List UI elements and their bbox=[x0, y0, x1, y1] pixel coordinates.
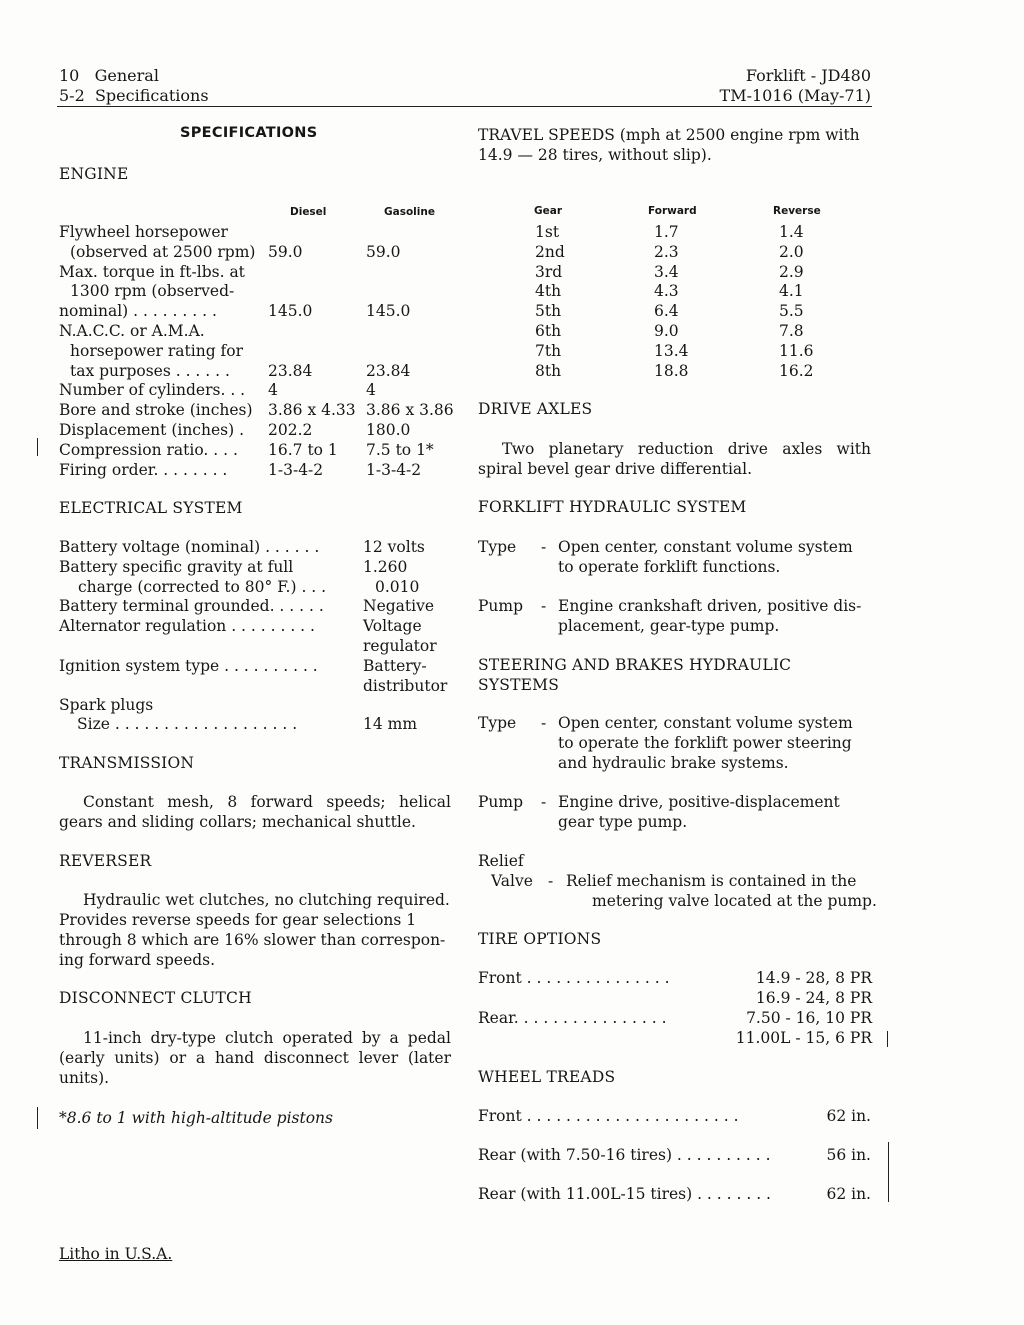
electrical-heading: ELECTRICAL SYSTEM bbox=[59, 499, 243, 517]
st-relief-label-1: Relief bbox=[478, 852, 524, 870]
forklift-hyd-heading: FORKLIFT HYDRAULIC SYSTEM bbox=[478, 498, 747, 516]
engine-row-diesel: 202.2 bbox=[268, 421, 313, 439]
tires-front-label: Front . . . . . . . . . . . . . . . bbox=[478, 969, 670, 987]
travel-row-forward: 9.0 bbox=[654, 322, 679, 340]
col-diesel: Diesel bbox=[290, 206, 327, 218]
treads-rear2-value: 62 in. bbox=[826, 1185, 871, 1203]
fh-pump-label: Pump bbox=[478, 597, 524, 615]
reverser-line-2: Provides reverse speeds for gear selections 1 bbox=[59, 911, 417, 929]
travel-heading-2: 14.9 — 28 tires, without slip). bbox=[478, 146, 712, 164]
engine-row-gasoline: 145.0 bbox=[366, 302, 411, 321]
tires-front-1: 14.9 - 28, 8 PR bbox=[755, 969, 872, 987]
travel-row-reverse: 2.9 bbox=[779, 262, 804, 281]
clutch-text: 11-inch dry-type clutch operated by a pedal (early units) or a hand disconnect lever (later units). bbox=[59, 1029, 451, 1087]
engine-row-label: Number of cylinders. . . bbox=[59, 381, 246, 400]
st-pump-label: Pump bbox=[478, 793, 524, 811]
footnote: *8.6 to 1 with high-altitude pistons bbox=[59, 1109, 333, 1127]
header-left-line2 bbox=[59, 86, 209, 106]
fh-type-line-1: Open center, constant volume system bbox=[558, 538, 853, 556]
engine-row-gasoline: 3.86 x 3.86 bbox=[366, 401, 454, 420]
treads-front-label: Front . . . . . . . . . . . . . . . . . . . . . . bbox=[478, 1107, 739, 1125]
travel-row-gear: 4th bbox=[535, 282, 562, 301]
electrical-row-label: Spark plugs bbox=[59, 696, 154, 714]
electrical-row-value: Negative bbox=[363, 597, 435, 615]
tires-rear-2: 11.00L - 15, 6 PR bbox=[735, 1029, 872, 1047]
travel-row-reverse: 16.2 bbox=[779, 361, 814, 380]
travel-row-forward: 13.4 bbox=[654, 341, 689, 360]
page-title: SPECIFICATIONS bbox=[180, 125, 318, 141]
engine-row-diesel: 145.0 bbox=[268, 302, 313, 321]
electrical-row-value: 12 volts bbox=[363, 538, 425, 556]
engine-row-gasoline: 59.0 bbox=[366, 242, 401, 261]
engine-row-label: Bore and stroke (inches) bbox=[59, 401, 253, 420]
electrical-row-value: regulator bbox=[363, 637, 437, 655]
treads-heading: WHEEL TREADS bbox=[478, 1068, 616, 1086]
st-relief-label-2: Valve bbox=[491, 872, 533, 890]
reverser-line-3: through 8 which are 16% slower than correspon- bbox=[59, 931, 446, 949]
col-reverse: Reverse bbox=[773, 205, 821, 217]
engine-row-gasoline: 4 bbox=[366, 381, 376, 400]
engine-row-gasoline: 180.0 bbox=[366, 421, 411, 439]
travel-row-gear: 5th bbox=[535, 302, 562, 321]
dash: - bbox=[541, 538, 547, 556]
travel-row-gear: 8th bbox=[535, 361, 562, 380]
fh-pump-line-2: placement, gear-type pump. bbox=[558, 617, 780, 635]
fh-pump-line-1: Engine crankshaft driven, positive dis- bbox=[558, 597, 862, 615]
treads-front-value: 62 in. bbox=[826, 1107, 871, 1125]
engine-row-label: Compression ratio. . . . bbox=[59, 440, 238, 459]
treads-rear2-label: Rear (with 11.00L-15 tires) . . . . . . . . bbox=[478, 1185, 771, 1203]
st-pump-line-2: gear type pump. bbox=[558, 813, 688, 831]
dash: - bbox=[541, 714, 547, 732]
st-type-line-3: and hydraulic brake systems. bbox=[558, 754, 789, 772]
fh-type-label: Type bbox=[478, 538, 517, 556]
engine-heading: ENGINE bbox=[59, 165, 129, 183]
col-forward: Forward bbox=[648, 205, 697, 217]
travel-row-forward: 2.3 bbox=[654, 242, 679, 261]
electrical-row-value: 0.010 bbox=[375, 578, 420, 596]
travel-row-reverse: 2.0 bbox=[779, 242, 804, 261]
electrical-row-label: charge (corrected to 80° F.) . . . bbox=[78, 578, 327, 596]
travel-row-gear: 3rd bbox=[535, 262, 563, 281]
tires-rear-label: Rear. . . . . . . . . . . . . . . . bbox=[478, 1009, 667, 1027]
axles-text: Two planetary reduction drive axles with spiral bevel gear drive differential. bbox=[478, 440, 871, 478]
clutch-heading: DISCONNECT CLUTCH bbox=[59, 989, 252, 1007]
st-relief-line-1: Relief mechanism is contained in the bbox=[566, 872, 857, 890]
steering-heading-1: STEERING AND BRAKES HYDRAULIC bbox=[478, 656, 792, 674]
travel-row-reverse: 11.6 bbox=[779, 341, 814, 360]
electrical-row-label: Battery voltage (nominal) . . . . . . bbox=[59, 538, 320, 556]
travel-row-gear: 6th bbox=[535, 322, 562, 340]
st-type-line-1: Open center, constant volume system bbox=[558, 714, 853, 732]
tires-front-2: 16.9 - 24, 8 PR bbox=[755, 989, 872, 1007]
engine-row-label: 1300 rpm (observed- bbox=[70, 282, 235, 301]
steering-heading-2: SYSTEMS bbox=[478, 676, 560, 694]
engine-row-diesel: 23.84 bbox=[268, 361, 313, 380]
electrical-row-value: 1.260 bbox=[363, 558, 408, 576]
travel-heading-1: TRAVEL SPEEDS (mph at 2500 engine rpm with bbox=[478, 126, 860, 144]
travel-row-reverse: 4.1 bbox=[779, 282, 804, 301]
dash: - bbox=[541, 793, 547, 811]
subsection-number: 5-2 bbox=[59, 86, 85, 105]
engine-row-label: Firing order. . . . . . . . bbox=[59, 460, 228, 479]
dash: - bbox=[541, 597, 547, 615]
engine-row-label: tax purposes . . . . . . bbox=[70, 361, 230, 380]
electrical-row-value: distributor bbox=[363, 677, 448, 695]
engine-row-diesel: 16.7 to 1 bbox=[268, 440, 338, 459]
travel-row-gear: 1st bbox=[535, 223, 560, 241]
tires-rear-1: 7.50 - 16, 10 PR bbox=[746, 1009, 872, 1027]
engine-row-label: Max. torque in ft-lbs. at bbox=[59, 262, 245, 281]
subsection-name: Specifications bbox=[94, 86, 209, 105]
col-gasoline: Gasoline bbox=[384, 206, 435, 218]
electrical-row-label: Alternator regulation . . . . . . . . . bbox=[59, 617, 315, 635]
st-type-label: Type bbox=[478, 714, 517, 732]
engine-row-gasoline: 23.84 bbox=[366, 361, 411, 380]
engine-row-label: (observed at 2500 rpm) bbox=[70, 242, 256, 261]
dash: - bbox=[548, 872, 554, 890]
change-bar bbox=[887, 1031, 888, 1047]
fh-type-line-2: to operate forklift functions. bbox=[558, 558, 781, 576]
change-bar bbox=[888, 1142, 889, 1202]
travel-row-forward: 1.7 bbox=[654, 223, 679, 241]
engine-row-diesel: 3.86 x 4.33 bbox=[268, 401, 356, 420]
electrical-row-value: Voltage bbox=[363, 617, 422, 635]
col-gear: Gear bbox=[534, 205, 563, 217]
engine-row-label: Displacement (inches) . bbox=[59, 421, 245, 439]
travel-row-forward: 3.4 bbox=[654, 262, 679, 281]
header-rule bbox=[57, 106, 872, 107]
engine-row-label: N.A.C.C. or A.M.A. bbox=[59, 322, 205, 340]
electrical-row-label: Battery terminal grounded. . . . . . bbox=[59, 597, 324, 615]
reverser-line-4: ing forward speeds. bbox=[59, 951, 216, 969]
engine-row-label: Flywheel horsepower bbox=[59, 223, 228, 241]
transmission-heading: TRANSMISSION bbox=[59, 754, 195, 772]
electrical-row-label: Ignition system type . . . . . . . . . . bbox=[59, 657, 318, 675]
engine-row-label: nominal) . . . . . . . . . bbox=[59, 302, 217, 321]
axles-heading: DRIVE AXLES bbox=[478, 400, 593, 418]
travel-row-forward: 18.8 bbox=[654, 361, 689, 380]
electrical-row-label: Size . . . . . . . . . . . . . . . . . . . bbox=[77, 715, 298, 733]
page-number: 10 bbox=[59, 66, 80, 85]
tires-heading: TIRE OPTIONS bbox=[478, 930, 602, 948]
travel-row-reverse: 5.5 bbox=[779, 302, 804, 321]
section-name: General bbox=[94, 66, 159, 85]
engine-row-diesel: 59.0 bbox=[268, 242, 303, 261]
st-relief-line-2: metering valve located at the pump. bbox=[592, 892, 877, 910]
travel-row-gear: 2nd bbox=[535, 242, 565, 261]
travel-row-gear: 7th bbox=[535, 341, 562, 360]
reverser-heading: REVERSER bbox=[59, 852, 152, 870]
electrical-row-value: 14 mm bbox=[363, 715, 418, 733]
st-pump-line-1: Engine drive, positive-displacement bbox=[558, 793, 840, 811]
st-type-line-2: to operate the forklift power steering bbox=[558, 734, 852, 752]
electrical-row-value: Battery- bbox=[363, 657, 427, 675]
engine-row-diesel: 4 bbox=[268, 381, 278, 400]
treads-rear1-label: Rear (with 7.50-16 tires) . . . . . . . . . . bbox=[478, 1146, 771, 1164]
travel-row-reverse: 1.4 bbox=[779, 223, 804, 241]
engine-row-diesel: 1-3-4-2 bbox=[268, 460, 324, 479]
header-model: Forklift - JD480 bbox=[745, 66, 871, 85]
engine-row-gasoline: 7.5 to 1* bbox=[366, 440, 434, 459]
travel-row-forward: 6.4 bbox=[654, 302, 679, 321]
footer-litho: Litho in U.S.A. bbox=[59, 1245, 173, 1263]
travel-row-forward: 4.3 bbox=[654, 282, 679, 301]
electrical-row-label: Battery specific gravity at full bbox=[59, 558, 294, 576]
change-bar bbox=[37, 438, 38, 456]
engine-row-gasoline: 1-3-4-2 bbox=[366, 460, 422, 479]
header-left-line1 bbox=[59, 66, 159, 86]
treads-rear1-value: 56 in. bbox=[826, 1146, 871, 1164]
header-manual: TM-1016 (May-71) bbox=[719, 86, 871, 105]
transmission-text: Constant mesh, 8 forward speeds; helical gears and sliding collars; mechanical shuttle. bbox=[59, 793, 451, 831]
change-bar bbox=[37, 1107, 38, 1129]
travel-row-reverse: 7.8 bbox=[779, 322, 804, 340]
engine-row-label: horsepower rating for bbox=[70, 341, 244, 360]
reverser-line-1: Hydraulic wet clutches, no clutching required. bbox=[83, 891, 450, 909]
